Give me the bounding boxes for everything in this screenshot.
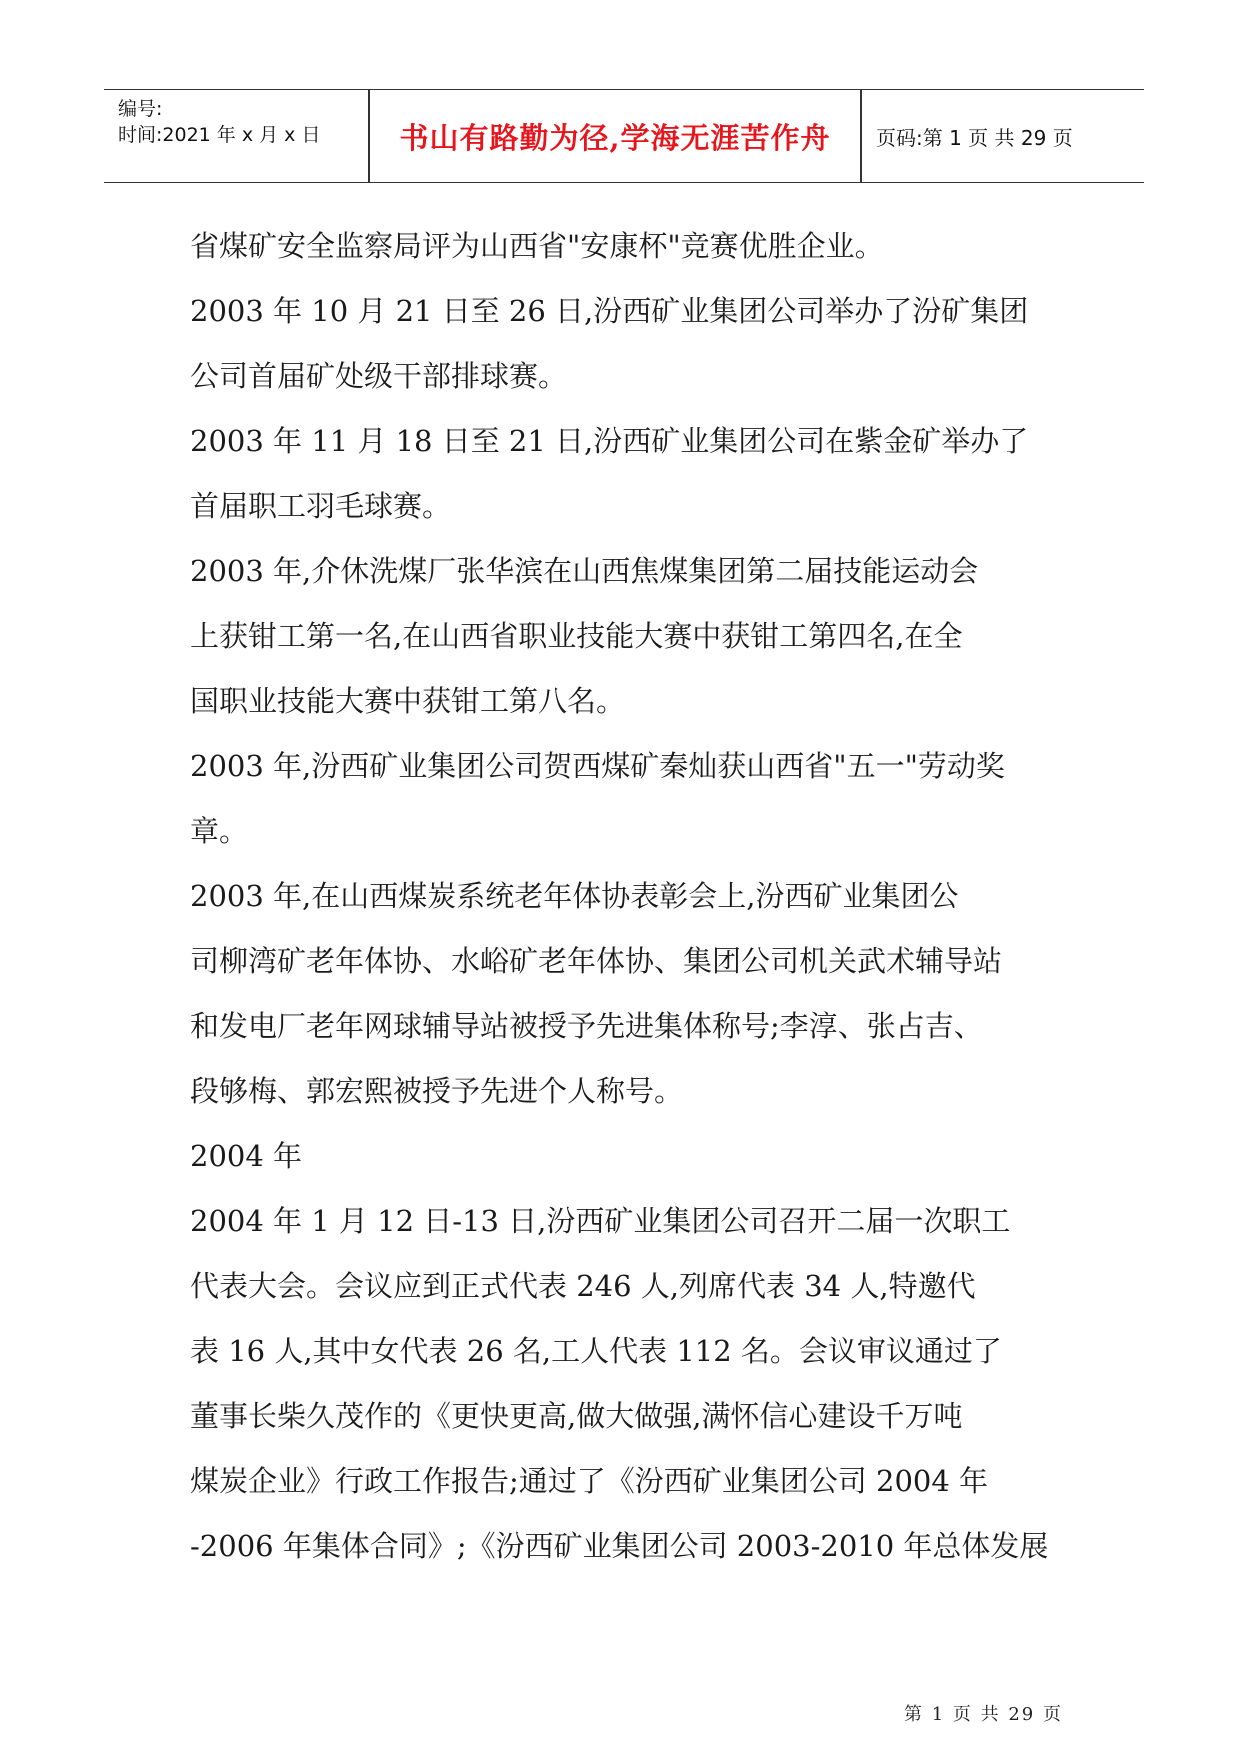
header-page-indicator: 页码:第 1 页 共 29 页 <box>876 125 1073 150</box>
page-header <box>104 89 1144 183</box>
body-line: 代表大会。会议应到正式代表 246 人,列席代表 34 人,特邀代 <box>190 1269 976 1303</box>
body-line: 和发电厂老年网球辅导站被授予先进集体称号;李淳、张占吉、 <box>190 1009 983 1043</box>
document-number-label: 编号: <box>118 98 163 120</box>
body-line: -2006 年集体合同》;《汾西矿业集团公司 2003-2010 年总体发展 <box>190 1529 1049 1563</box>
body-line: 司柳湾矿老年体协、水峪矿老年体协、集团公司机关武术辅导站 <box>190 944 1003 978</box>
document-time-label: 时间:2021 年 x 月 x 日 <box>118 124 321 146</box>
body-line: 国职业技能大赛中获钳工第八名。 <box>190 684 626 718</box>
body-line: 2003 年 11 月 18 日至 21 日,汾西矿业集团公司在紫金矿举办了 <box>190 424 1029 458</box>
body-line: 章。 <box>190 814 249 848</box>
body-line: 上获钳工第一名,在山西省职业技能大赛中获钳工第四名,在全 <box>190 619 963 653</box>
body-line: 董事长柴久茂作的《更快更高,做大做强,满怀信心建设千万吨 <box>190 1399 963 1433</box>
body-line: 2003 年,汾西矿业集团公司贺西煤矿秦灿获山西省"五一"劳动奖 <box>190 749 1005 783</box>
body-line: 首届职工羽毛球赛。 <box>190 489 452 523</box>
header-motto: 书山有路勤为径,学海无涯苦作舟 <box>399 120 831 155</box>
body-line: 省煤矿安全监察局评为山西省"安康杯"竞赛优胜企业。 <box>190 229 884 263</box>
body-line: 公司首届矿处级干部排球赛。 <box>190 359 568 393</box>
body-line: 2003 年,介休洗煤厂张华滨在山西焦煤集团第二届技能运动会 <box>190 554 979 588</box>
body-line: 2003 年,在山西煤炭系统老年体协表彰会上,汾西矿业集团公 <box>190 879 959 913</box>
footer-page-number: 第 1 页 共 29 页 <box>904 1704 1063 1725</box>
body-line: 2004 年 <box>190 1139 303 1173</box>
body-line: 2003 年 10 月 21 日至 26 日,汾西矿业集团公司举办了汾矿集团 <box>190 294 1029 328</box>
document-body <box>190 214 1080 1579</box>
body-line: 2004 年 1 月 12 日-13 日,汾西矿业集团公司召开二届一次职工 <box>190 1204 1011 1238</box>
body-line: 表 16 人,其中女代表 26 名,工人代表 112 名。会议审议通过了 <box>190 1334 1002 1368</box>
header-divider-right <box>860 90 862 182</box>
body-line: 煤炭企业》行政工作报告;通过了《汾西矿业集团公司 2004 年 <box>190 1464 989 1498</box>
body-line: 段够梅、郭宏熙被授予先进个人称号。 <box>190 1074 684 1108</box>
